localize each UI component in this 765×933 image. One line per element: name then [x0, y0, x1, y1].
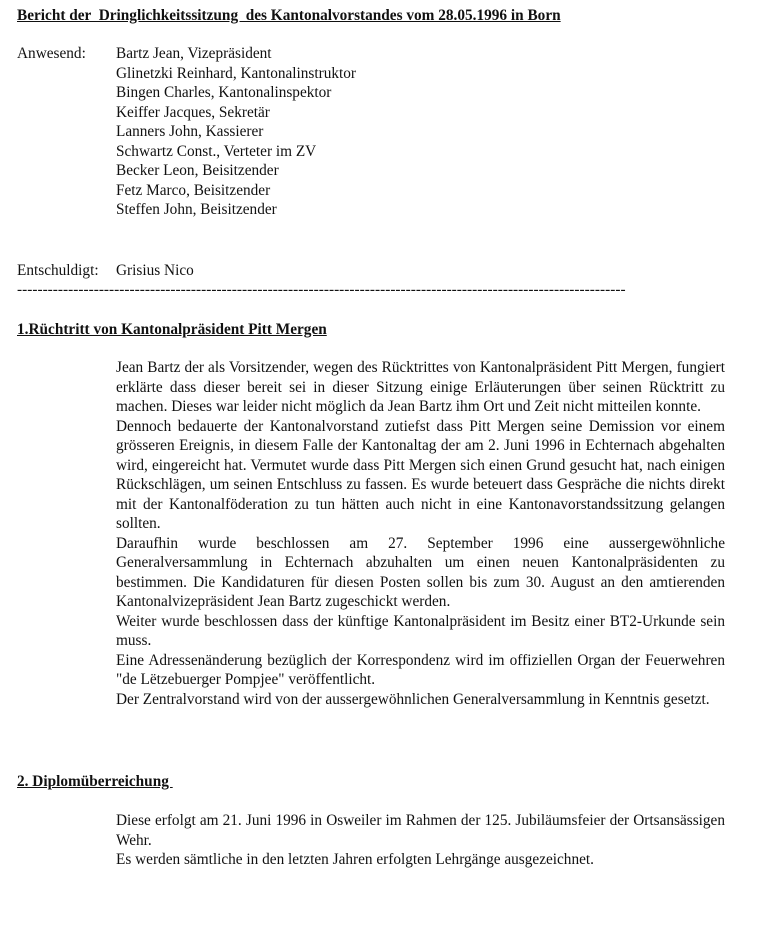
attendee-item: Lanners John, Kassierer	[116, 123, 264, 140]
attendee-item: Glinetzki Reinhard, Kantonalinstruktor	[116, 64, 357, 82]
paragraph: Es werden sämtliche in den letzten Jahren erfolgten Lehrgänge ausgezeichnet.	[116, 851, 594, 868]
document-title: Bericht der Dringlichkeitssitzung des Kantonalvorstandes vom 28.05.1996 in Born	[17, 7, 561, 24]
paragraph: Diese erfolgt am 21. Juni 1996 in Osweiler im Rahmen der 125. Jubiläumsfeier der Ortsansässigen Wehr.	[116, 812, 725, 849]
attendees-block	[17, 44, 717, 220]
excused-block	[17, 261, 194, 281]
attendee-item: Fetz Marco, Beisitzender	[116, 181, 271, 199]
attendee-item: Bartz Jean, Vizepräsident	[116, 45, 272, 62]
attendees-label: Anwesend:	[17, 45, 86, 62]
paragraph: Der Zentralvorstand wird von der aussergewöhnlichen Generalversammlung in Kenntnis gesetzt.	[116, 690, 710, 708]
section-body-diploma	[116, 811, 725, 870]
attendee-item: Keiffer Jacques, Sekretär	[116, 103, 270, 121]
attendee-item: Bingen Charles, Kantonalinspektor	[116, 84, 332, 101]
attendee-item: Becker Leon, Beisitzender	[116, 162, 279, 179]
paragraph: Eine Adressenänderung bezüglich der Korrespondenz wird im offiziellen Organ der Feuerwehren "de Lëtzebuerger Pompjee" veröffentlicht.	[116, 651, 725, 688]
paragraph: Weiter wurde beschlossen dass der künftige Kantonalpräsident im Besitz einer BT2-Urkunde sein muss.	[116, 612, 725, 649]
section-heading-resignation: 1.Rüchtritt von Kantonalpräsident Pitt Mergen	[17, 321, 327, 338]
section-heading-diploma: 2. Diplomüberreichung	[17, 773, 173, 790]
paragraph: Dennoch bedauerte der Kantonalvorstand zutiefst dass Pitt Mergen seine Demission vor einem grösseren Ereignis, in diesem Falle der Kantonaltag der am 2. Juni 1996 in Echternach abgehalten wird, eingereicht hat. Vermutet wurde dass Pitt Mergen sich einen Grund gesucht hat, nach einigen Rückschlägen, um seinen Entschluss zu fassen. Es wurde beteuert dass Gespräche die nichts direkt mit der Kantonalföderation zu tun hätten auch nicht in eine Kantonavorstandssitzung gelangen sollten.	[116, 417, 725, 532]
attendee-item: Schwartz Const., Verteter im ZV	[116, 142, 317, 160]
attendee-item: Steffen John, Beisitzender	[116, 201, 277, 218]
excused-name: Grisius Nico	[116, 262, 194, 279]
dashed-divider: -----------------------------------------------------------------------------------------------------------------------	[17, 281, 626, 298]
attendees-list	[116, 44, 356, 220]
paragraph: Jean Bartz der als Vorsitzender, wegen des Rücktrittes von Kantonalpräsident Pitt Mergen, fungiert erklärte dass dieser bereit sei in dieser Sitzung einige Erläuterungen über seinen Rücktritt zu machen. Dieses war leider nicht möglich da Jean Bartz ihm Ort und Zeit nicht mitteilen konnte.	[116, 359, 725, 415]
excused-label: Entschuldigt:	[17, 262, 99, 279]
paragraph: Daraufhin wurde beschlossen am 27. September 1996 eine aussergewöhnliche Generalversammlung in Echternach abzuhalten um einen neuen Kantonalpräsidenten zu bestimmen. Die Kandidaturen für diesen Posten sollen bis zum 30. August an den amtierenden Kantonalvizepräsident Jean Bartz zugeschickt werden.	[116, 534, 725, 610]
section-body-resignation	[116, 358, 725, 709]
